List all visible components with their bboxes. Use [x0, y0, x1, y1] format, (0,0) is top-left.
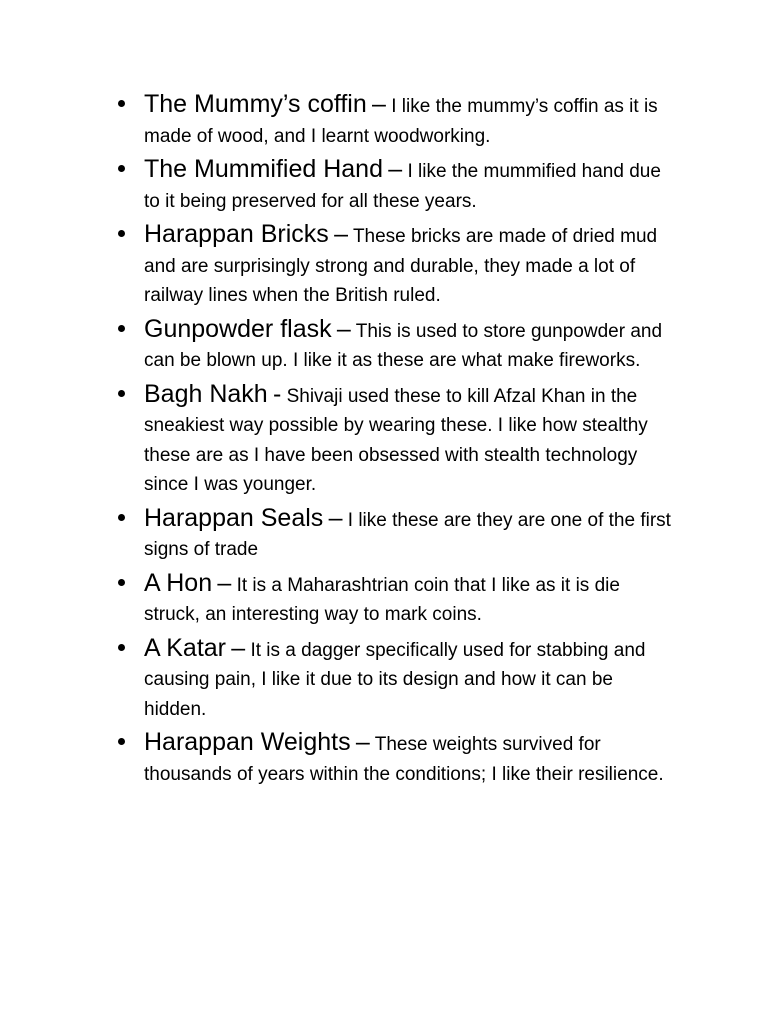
list-item	[118, 380, 678, 500]
item-term: Harappan Seals	[144, 503, 324, 532]
item-dash: –	[372, 90, 386, 118]
list-item	[118, 220, 678, 311]
item-term: Gunpowder flask	[144, 314, 332, 343]
item-description: This is used to store gunpowder and can be blown up. I like it as these are what make fireworks.	[144, 320, 663, 371]
item-dash: –	[217, 568, 232, 597]
list-item	[118, 504, 678, 565]
item-dash: –	[328, 503, 343, 532]
item-dash: -	[272, 379, 282, 408]
item-description: Shivaji used these to kill Afzal Khan in the sneakiest way possible by wearing these. I like how stealthy these are as I have been obsessed with stealth technology since I was younger.	[144, 385, 648, 495]
item-term: The Mummy’s coffin	[144, 90, 367, 118]
item-term: A Katar	[144, 633, 226, 662]
artifact-list	[118, 90, 678, 793]
item-description: It is a Maharashtrian coin that I like as it is die struck, an interesting way to mark coins.	[144, 574, 620, 625]
item-term: The Mummified Hand	[144, 155, 383, 183]
item-description: I like the mummy’s coffin as it is made of wood, and I learnt woodworking.	[144, 96, 658, 147]
list-item	[118, 634, 678, 725]
item-description: It is a dagger specifically used for stabbing and causing pain, I like it due to its design and how it can be hidden.	[144, 639, 646, 720]
item-term: Harappan Bricks	[144, 220, 329, 248]
bullet-icon	[118, 325, 125, 332]
bullet-icon	[118, 738, 125, 745]
bullet-icon	[118, 514, 125, 521]
bullet-icon	[118, 390, 125, 397]
list-item	[118, 315, 678, 376]
list-item	[118, 728, 678, 789]
bullet-icon	[118, 100, 125, 107]
item-dash: –	[336, 314, 351, 343]
item-term: Harappan Weights	[144, 728, 351, 756]
item-description: These bricks are made of dried mud and are surprisingly strong and durable, they made a lot of railway lines when the British ruled.	[144, 226, 658, 306]
bullet-icon	[118, 230, 125, 237]
list-item	[118, 569, 678, 630]
item-description: I like these are they are one of the first signs of trade	[144, 509, 671, 560]
list-item	[118, 155, 678, 216]
item-dash: –	[231, 633, 246, 662]
item-term: Bagh Nakh	[144, 379, 268, 408]
item-description: These weights survived for thousands of years within the conditions; I like their resilience.	[144, 734, 664, 785]
bullet-icon	[118, 579, 125, 586]
item-dash: –	[388, 155, 403, 183]
item-description: I like the mummified hand due to it being preserved for all these years.	[144, 161, 661, 212]
bullet-icon	[118, 165, 125, 172]
item-dash: –	[355, 728, 370, 756]
list-item	[118, 90, 678, 151]
item-term: A Hon	[144, 568, 213, 597]
bullet-icon	[118, 644, 125, 651]
item-dash: –	[334, 220, 348, 248]
